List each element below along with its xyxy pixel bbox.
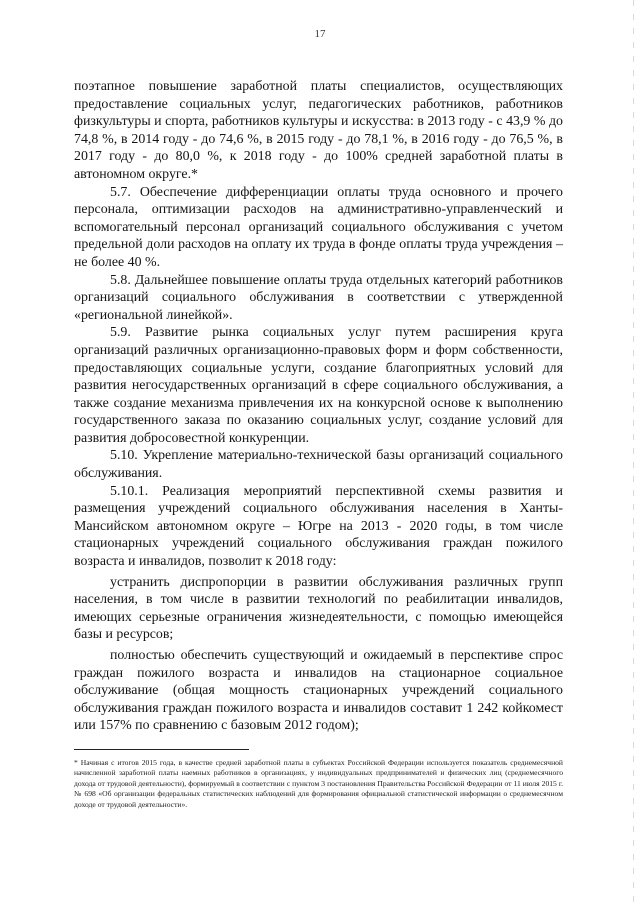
list-item-meet-demand: полностью обеспечить существующий и ожидаемый в перспективе спрос граждан пожилого возраста и инвалидов на стационарное социальное обслуживание (общая мощность стационарных учреждений социального обслуживания граждан пожилого возраста и инвалидов составит 1 242 койкомест или 157% по сравнению с базовым 2012 годом);: [74, 648, 563, 734]
scan-edge-artifact: [633, 0, 634, 905]
paragraph-5-9: 5.9. Развитие рынка социальных услуг путем расширения круга организаций различных организационно-правовых форм и форм собственности, предоставляющих социальные услуги, создание благоприятных условий для развития негосударственных организаций в сфере социального обслуживания, а также создание механизма привлечения их на конкурсной основе к выполнению государственного заказа по оказанию социальных услуг, создание условий для развития добросовестной конкуренции.: [74, 325, 563, 446]
paragraph-salary-increase: поэтапное повышение заработной платы специалистов, осуществляющих предоставление социальных услуг, педагогических работников, работников физкультуры и спорта, работников культуры и искусства: в 2013 году - с 43,9 % до 74,8 %, в 2014 году - до 74,6 %, в 2015 году - до 78,1 %, в 2016 году - до 76,5 %, в 2017 году - до 80,0 %, к 2018 году - до 100% средней заработной платы в автономном округе.*: [74, 79, 563, 182]
page-number: 17: [314, 28, 326, 40]
document-body: [74, 78, 563, 735]
list-item-eliminate-disproportions: устранить диспропорции в развитии обслуживания различных групп населения, в том числе в развитии технологий по реабилитации инвалидов, имеющих серьезные ограничения жизнедеятельности, с помощью имеющейся базы и ресурсов;: [74, 574, 563, 643]
footnote-divider: [74, 749, 249, 750]
paragraph-5-8: 5.8. Дальнейшее повышение оплаты труда отдельных категорий работников организаций социального обслуживания в соответствии с утвержденной «региональной линейкой».: [74, 272, 563, 323]
paragraph-5-7: 5.7. Обеспечение дифференциации оплаты труда основного и прочего персонала, оптимизации расходов на административно-управленческий и вспомогательный персонал организаций социального обслуживания с учетом предельной доли расходов на оплату их труда в фонде оплаты труда учреждения – не более 40 %.: [74, 184, 563, 270]
paragraph-5-10: 5.10. Укрепление материально-технической базы организаций социального обслуживания.: [74, 448, 563, 482]
footnote: * Начиная с итогов 2015 года, в качестве средней заработной платы в субъектах Российской Федерации используется показатель среднемесячной начисленной заработной платы наемных работников в организациях, у индивидуальных предпринимателей и физических лиц (среднемесячного дохода от трудовой деятельности), формируемый в соответствии с пунктом 3 постановления Правительства Российской Федерации от 11 июля 2015 г. № 698 «Об организации федеральных статистических наблюдений для формирования официальной статистической информации о среднемесячном доходе от трудовой деятельности».: [74, 758, 563, 809]
paragraph-5-10-1: 5.10.1. Реализация мероприятий перспективной схемы развития и размещения учреждений социального обслуживания населения в Ханты-Мансийском автономном округе – Югре на 2013 - 2020 годы, в том числе стационарных учреждений социального обслуживания граждан пожилого возраста и инвалидов, позволит к 2018 году:: [74, 483, 563, 570]
